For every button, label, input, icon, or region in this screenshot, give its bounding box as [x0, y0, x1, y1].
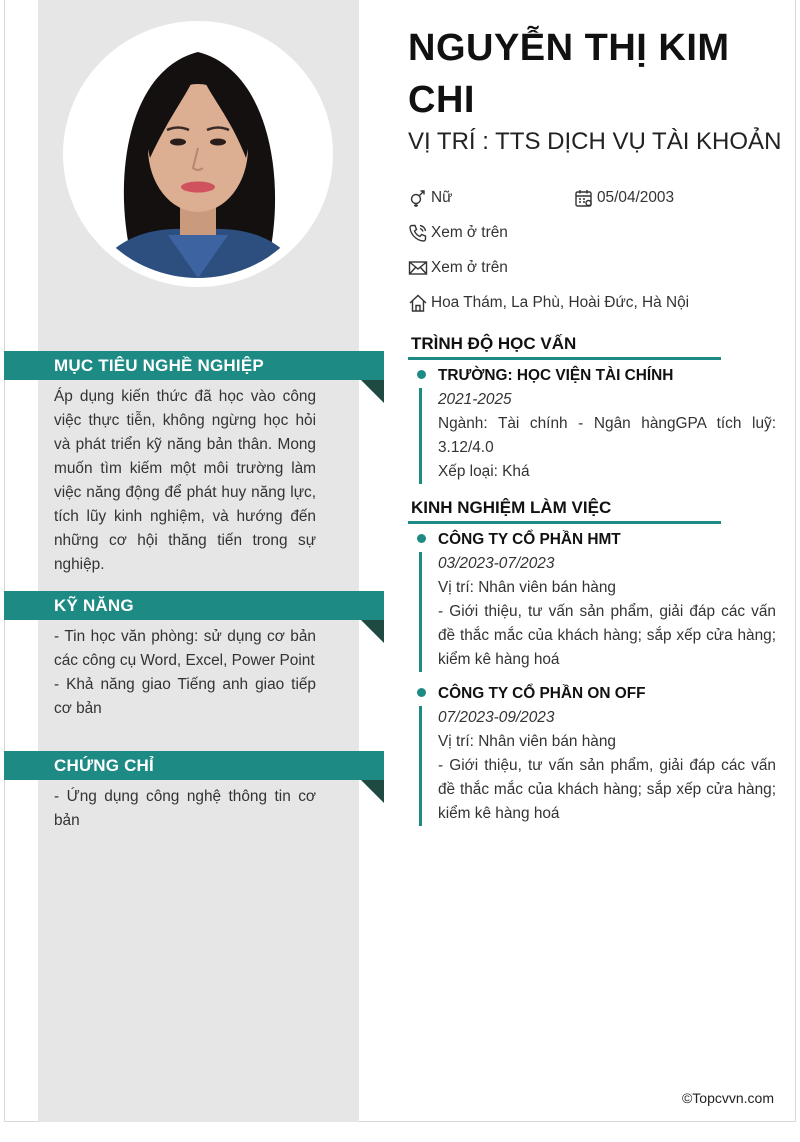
job-company: CÔNG TY CỔ PHẦN ON OFF	[438, 685, 646, 702]
footer-credit: ©Topcvvn.com	[681, 1090, 774, 1106]
email-row	[408, 257, 508, 279]
job-entry	[438, 528, 776, 672]
skill-item: - Tin học văn phòng: sử dụng cơ bản các công cụ Word, Excel, Power Point	[54, 628, 316, 669]
job-description: - Giới thiệu, tư vấn sản phẩm, giải đáp các vấn đề thắc mắc của khách hàng; sắp xếp cửa hàng; kiểm kê hàng hoá	[438, 757, 776, 822]
education-timeline-line	[419, 388, 422, 484]
home-icon	[408, 293, 428, 313]
job-entry	[438, 682, 776, 826]
education-entry	[438, 364, 776, 484]
job-period: 03/2023-07/2023	[438, 555, 555, 572]
skill-item: - Khả năng giao Tiếng anh giao tiếp cơ bản	[54, 676, 316, 717]
profile-photo-frame	[63, 21, 333, 287]
objective-header	[4, 351, 384, 380]
objective-paragraph: Áp dụng kiến thức đã học vào công việc thực tiễn, không ngừng học hỏi và phát triển kỹ năng bản thân. Mong muốn tìm kiếm một môi trường làm việc năng động để phát huy năng lực, tích lũy kinh nghiệm, và hướng đến những cơ hội thăng tiến trong sự nghiệp.	[54, 388, 316, 573]
certificates-header-fold	[361, 780, 384, 803]
skills-list	[54, 625, 316, 721]
education-title: TRÌNH ĐỘ HỌC VẤN	[411, 334, 577, 353]
education-major: Ngành: Tài chính - Ngân hàngGPA tích luỹ: 3.12/4.0	[438, 415, 776, 456]
job-role: Vị trí: Nhân viên bán hàng	[438, 733, 616, 750]
envelope-icon	[408, 258, 428, 278]
email-value: Xem ở trên	[431, 259, 508, 276]
education-timeline-dot	[417, 370, 426, 379]
job-period: 07/2023-09/2023	[438, 709, 555, 726]
gender-row	[408, 187, 452, 209]
skills-title: KỸ NĂNG	[54, 596, 134, 615]
objective-header-fold	[361, 380, 384, 403]
education-rank: Xếp loại: Khá	[438, 463, 530, 480]
certificates-list	[54, 785, 316, 833]
objective-title: MỤC TIÊU NGHỀ NGHIỆP	[54, 356, 264, 375]
experience-title: KINH NGHIỆM LÀM VIỆC	[411, 498, 612, 517]
calendar-icon	[574, 188, 594, 208]
school-name: TRƯỜNG: HỌC VIỆN TÀI CHÍNH	[438, 367, 674, 384]
gender-value: Nữ	[431, 189, 453, 206]
candidate-name: NGUYỄN THỊ KIM CHI	[408, 27, 730, 121]
job-role: Vị trí: Nhân viên bán hàng	[438, 579, 616, 596]
certificates-header	[4, 751, 384, 780]
phone-icon	[408, 223, 428, 243]
gender-icon	[408, 188, 428, 208]
experience-rule	[408, 521, 721, 524]
certificate-item: - Ứng dụng công nghệ thông tin cơ bản	[54, 788, 316, 829]
certificates-title: CHỨNG CHỈ	[54, 756, 154, 775]
objective-text	[54, 385, 316, 577]
education-period: 2021-2025	[438, 391, 512, 408]
address-value: Hoa Thám, La Phù, Hoài Đức, Hà Nội	[431, 294, 690, 311]
phone-value: Xem ở trên	[431, 224, 508, 241]
job-position: VỊ TRÍ : TTS DỊCH VỤ TÀI KHOẢN	[408, 128, 782, 155]
skills-header	[4, 591, 384, 620]
phone-row	[408, 222, 508, 244]
job-description: - Giới thiệu, tư vấn sản phẩm, giải đáp các vấn đề thắc mắc của khách hàng; sắp xếp cửa hàng; kiểm kê hàng hoá	[438, 603, 776, 668]
job-timeline-line	[419, 552, 422, 672]
job-timeline-dot	[417, 534, 426, 543]
birthday-row	[574, 187, 674, 209]
skills-header-fold	[361, 620, 384, 643]
address-row	[408, 292, 689, 314]
job-timeline-dot	[417, 688, 426, 697]
job-timeline-line	[419, 706, 422, 826]
education-rule	[408, 357, 721, 360]
job-company: CÔNG TY CỔ PHẦN HMT	[438, 531, 621, 548]
profile-photo	[72, 30, 324, 278]
birthday-value: 05/04/2003	[597, 189, 675, 206]
